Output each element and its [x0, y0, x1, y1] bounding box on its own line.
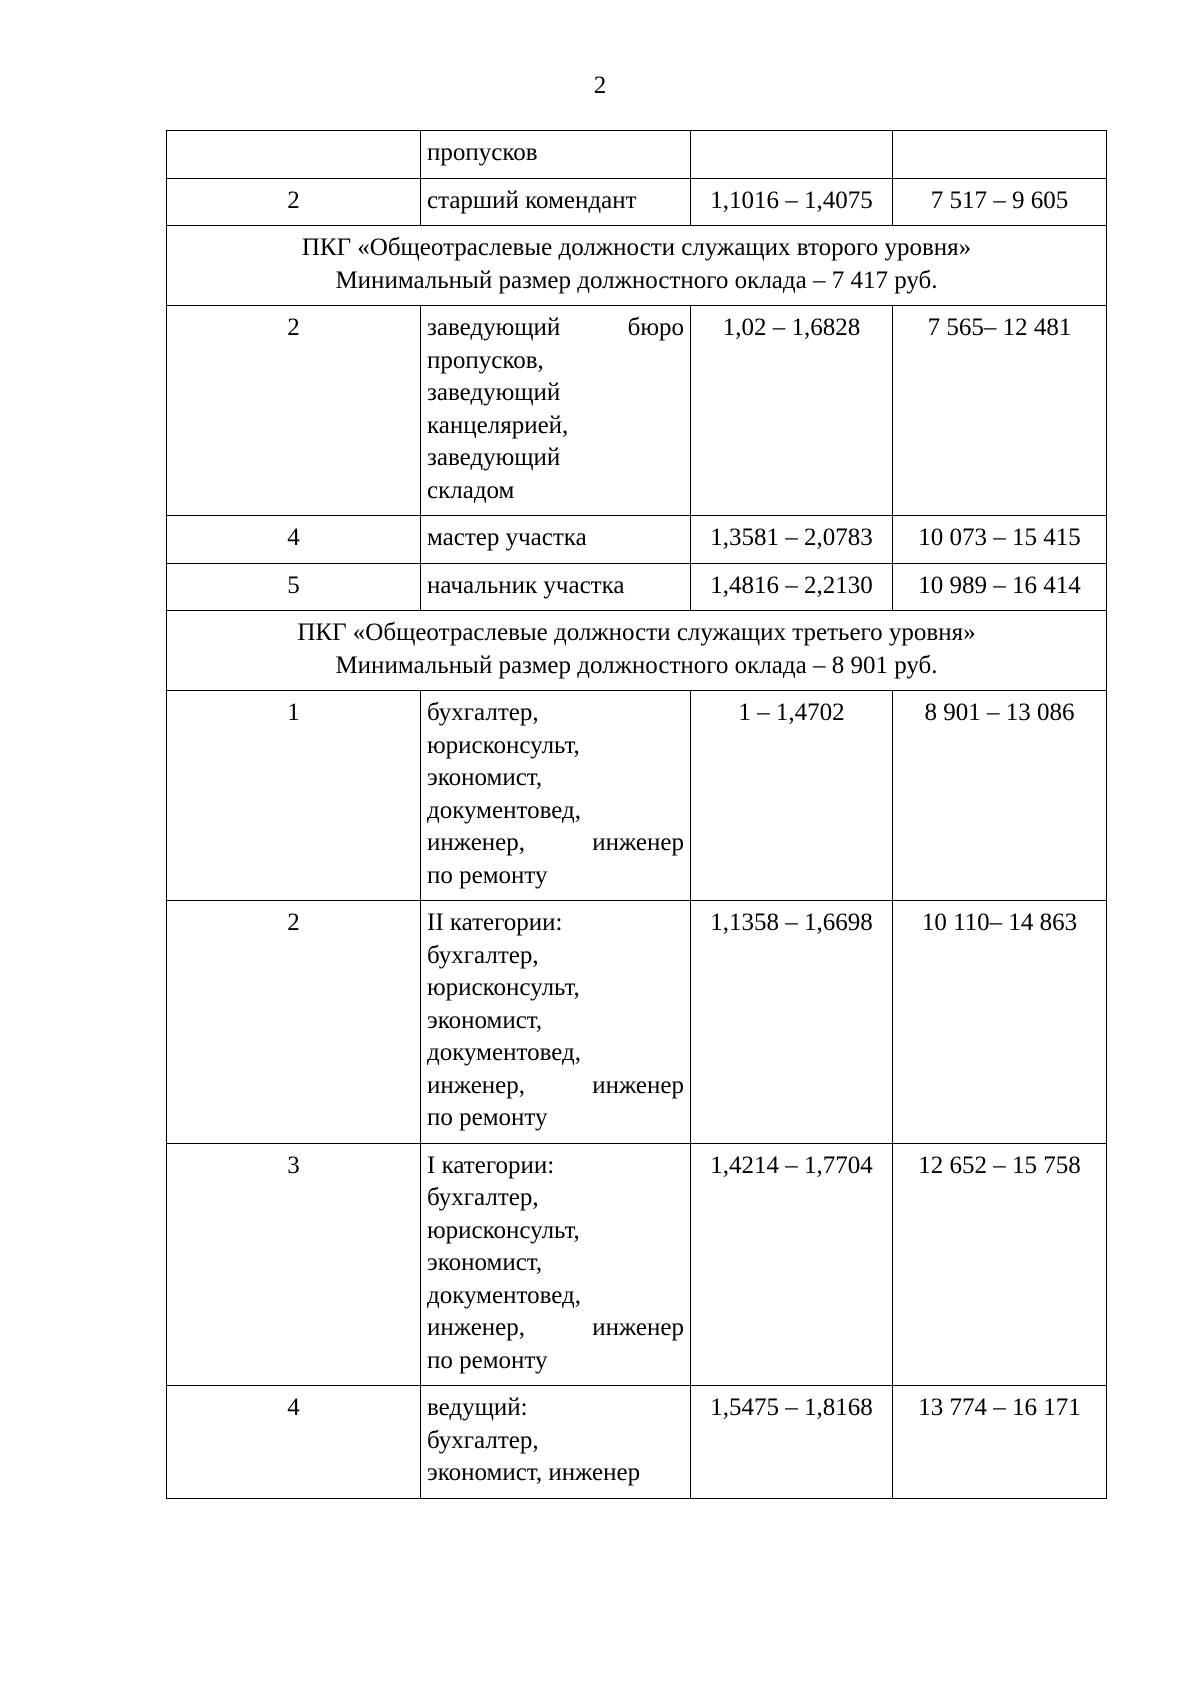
table-row — [167, 516, 1107, 564]
position-line: документовед, — [427, 1281, 581, 1309]
qualification-level-cell: 3 — [167, 1143, 421, 1386]
salary-cell: 12 652 – 15 758 — [893, 1143, 1107, 1386]
position-line: заведующий бюро — [427, 314, 684, 341]
position-line: складом — [427, 476, 515, 504]
salary-cell: 13 774 – 16 171 — [893, 1386, 1107, 1499]
position-line: по ремонту — [427, 861, 548, 889]
position-line: ведущий: — [427, 1394, 528, 1421]
qualification-level-cell: 4 — [167, 516, 421, 564]
salary-table — [166, 130, 1107, 1499]
position-line: по ремонту — [427, 1346, 548, 1374]
position-line: начальник участка — [427, 571, 625, 599]
group-min-salary: Минимальный размер должностного оклада – 7 417 руб. — [335, 266, 938, 294]
position-line: старший комендант — [427, 186, 637, 214]
salary-cell: 7 565– 12 481 — [893, 306, 1107, 516]
qualification-level-cell: 4 — [167, 1386, 421, 1499]
coefficient-cell: 1,4214 – 1,7704 — [691, 1143, 893, 1386]
position-cell — [421, 901, 691, 1144]
coefficient-cell: 1,3581 – 2,0783 — [691, 516, 893, 564]
position-cell — [421, 1386, 691, 1499]
table-row — [167, 901, 1107, 1144]
salary-cell: 8 901 – 13 086 — [893, 691, 1107, 901]
position-line: мастер участка — [427, 524, 587, 551]
group-title: ПКГ «Общеотраслевые должности служащих второго уровня» — [301, 234, 972, 261]
position-line: заведующий — [427, 444, 561, 471]
position-line: экономист, — [427, 1006, 543, 1034]
position-line: документовед, — [427, 1039, 581, 1066]
position-line: заведующий — [427, 379, 561, 406]
position-line: юрисконсульт, — [427, 731, 580, 759]
position-line: пропусков — [427, 139, 538, 166]
coefficient-cell: 1,4816 – 2,2130 — [691, 563, 893, 611]
coefficient-cell — [691, 131, 893, 179]
position-cell — [421, 1143, 691, 1386]
group-header-cell — [167, 611, 1107, 691]
position-line: инженер, инженер — [427, 829, 684, 856]
table-row — [167, 691, 1107, 901]
table-row — [167, 306, 1107, 516]
position-line: бухгалтер, — [427, 941, 539, 969]
position-cell — [421, 516, 691, 564]
position-cell — [421, 306, 691, 516]
position-line: I категории: — [427, 1151, 555, 1179]
group-header-row — [167, 611, 1107, 691]
coefficient-cell: 1,1016 – 1,4075 — [691, 178, 893, 226]
table-row — [167, 178, 1107, 226]
qualification-level-cell — [167, 131, 421, 179]
salary-table-body — [167, 131, 1107, 1499]
salary-cell: 10 073 – 15 415 — [893, 516, 1107, 564]
salary-cell: 7 517 – 9 605 — [893, 178, 1107, 226]
coefficient-cell: 1,1358 – 1,6698 — [691, 901, 893, 1144]
position-line: по ремонту — [427, 1104, 548, 1131]
position-line: II категории: — [427, 909, 563, 936]
coefficient-cell: 1,5475 – 1,8168 — [691, 1386, 893, 1499]
qualification-level-cell: 1 — [167, 691, 421, 901]
position-line: юрисконсульт, — [427, 1216, 580, 1244]
position-cell — [421, 178, 691, 226]
qualification-level-cell: 5 — [167, 563, 421, 611]
group-header-row — [167, 226, 1107, 306]
qualification-level-cell: 2 — [167, 178, 421, 226]
salary-cell: 10 110– 14 863 — [893, 901, 1107, 1144]
table-row — [167, 1143, 1107, 1386]
salary-cell: 10 989 – 16 414 — [893, 563, 1107, 611]
position-line: инженер, инженер — [427, 1314, 684, 1341]
table-row — [167, 563, 1107, 611]
coefficient-cell: 1,02 – 1,6828 — [691, 306, 893, 516]
qualification-level-cell: 2 — [167, 901, 421, 1144]
position-line: экономист, — [427, 1249, 543, 1276]
position-line: бухгалтер, — [427, 699, 539, 726]
position-cell — [421, 691, 691, 901]
group-min-salary: Минимальный размер должностного оклада – 8 901 руб. — [335, 651, 938, 679]
page-number: 2 — [593, 72, 607, 99]
position-cell — [421, 131, 691, 179]
position-line: пропусков, — [427, 346, 544, 374]
position-line: канцелярией, — [427, 411, 569, 439]
position-line: бухгалтер, — [427, 1184, 539, 1211]
position-line: бухгалтер, — [427, 1426, 539, 1454]
coefficient-cell: 1 – 1,4702 — [691, 691, 893, 901]
position-line: юрисконсульт, — [427, 974, 580, 1001]
table-row — [167, 131, 1107, 179]
group-title: ПКГ «Общеотраслевые должности служащих третьего уровня» — [297, 619, 976, 646]
position-line: экономист, — [427, 764, 543, 791]
qualification-level-cell: 2 — [167, 306, 421, 516]
table-row — [167, 1386, 1107, 1499]
position-line: экономист, инженер — [427, 1459, 641, 1486]
salary-cell — [893, 131, 1107, 179]
group-header-cell — [167, 226, 1107, 306]
position-line: документовед, — [427, 796, 581, 824]
position-cell — [421, 563, 691, 611]
position-line: инженер, инженер — [427, 1071, 684, 1099]
